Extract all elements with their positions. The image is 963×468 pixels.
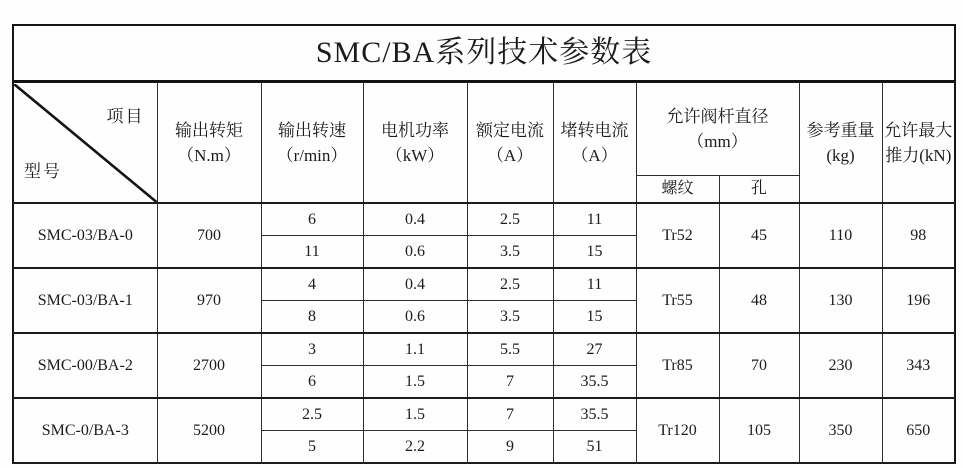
col-header-output-speed [261, 82, 363, 204]
cell-rated-current: 7 [467, 398, 553, 431]
cell-thread: Tr55 [636, 268, 719, 333]
header-label: 参考重量 [806, 120, 875, 140]
table-title: SMC/BA系列技术参数表 [13, 25, 955, 82]
col-header-output-torque [157, 82, 261, 204]
spec-table [12, 24, 956, 464]
cell-stall-current: 35.5 [553, 398, 636, 431]
cell-rated-current: 9 [467, 431, 553, 464]
header-label: 堵转电流 [560, 120, 629, 140]
cell-torque: 700 [157, 203, 261, 268]
header-label: 允许阀杆直径 [666, 107, 769, 126]
cell-power: 0.4 [363, 268, 467, 301]
cell-rated-current: 3.5 [467, 301, 553, 334]
table-row [13, 333, 955, 366]
header-unit: （kW） [385, 145, 445, 165]
cell-speed: 6 [261, 366, 363, 399]
cell-hole: 45 [719, 203, 799, 268]
cell-hole: 48 [719, 268, 799, 333]
subcol-header-hole: 孔 [719, 176, 799, 204]
header-unit: （N.m） [177, 145, 241, 165]
cell-power: 0.4 [363, 203, 467, 236]
cell-power: 0.6 [363, 301, 467, 334]
cell-stall-current: 35.5 [553, 366, 636, 399]
corner-label-item: 项目 [106, 106, 145, 126]
header-row [13, 82, 955, 176]
cell-thrust: 196 [882, 268, 955, 333]
cell-model: SMC-0/BA-3 [13, 398, 157, 463]
cell-rated-current: 2.5 [467, 203, 553, 236]
table-row [13, 203, 955, 236]
cell-hole: 70 [719, 333, 799, 398]
corner-label-model: 型号 [24, 161, 62, 181]
cell-torque: 970 [157, 268, 261, 333]
col-header-ref-weight [799, 82, 882, 204]
header-label: 允许最大 [884, 120, 953, 140]
cell-model: SMC-03/BA-1 [13, 268, 157, 333]
corner-cell [13, 82, 157, 204]
header-unit: （A） [571, 145, 618, 165]
cell-speed: 6 [261, 203, 363, 236]
cell-thrust: 98 [882, 203, 955, 268]
col-header-rated-current [467, 82, 553, 204]
cell-speed: 4 [261, 268, 363, 301]
cell-torque: 5200 [157, 398, 261, 463]
header-unit: 推力(kN) [885, 145, 952, 165]
cell-stall-current: 11 [553, 203, 636, 236]
col-header-max-thrust [882, 82, 955, 204]
cell-speed: 8 [261, 301, 363, 334]
header-unit: （r/min） [276, 145, 348, 165]
cell-power: 0.6 [363, 236, 467, 269]
table-row [13, 398, 955, 431]
cell-rated-current: 7 [467, 366, 553, 399]
cell-stall-current: 15 [553, 301, 636, 334]
header-unit: (kg) [826, 145, 855, 165]
cell-thread: Tr120 [636, 398, 719, 463]
header-unit: （A） [486, 145, 534, 165]
cell-thrust: 650 [882, 398, 955, 463]
cell-stall-current: 11 [553, 268, 636, 301]
cell-stall-current: 51 [553, 431, 636, 464]
cell-rated-current: 2.5 [467, 268, 553, 301]
cell-rated-current: 5.5 [467, 333, 553, 366]
col-header-motor-power [363, 82, 467, 204]
cell-weight: 350 [799, 398, 882, 463]
cell-speed: 11 [261, 236, 363, 269]
header-label: 额定电流 [476, 120, 544, 140]
col-header-stem-diameter [636, 82, 799, 176]
header-label: 输出转速 [278, 120, 346, 140]
cell-torque: 2700 [157, 333, 261, 398]
cell-weight: 130 [799, 268, 882, 333]
cell-weight: 110 [799, 203, 882, 268]
header-unit: （mm） [687, 132, 748, 151]
cell-thrust: 343 [882, 333, 955, 398]
cell-thread: Tr52 [636, 203, 719, 268]
subcol-header-thread: 螺纹 [636, 176, 719, 204]
cell-model: SMC-03/BA-0 [13, 203, 157, 268]
col-header-stall-current [553, 82, 636, 204]
cell-speed: 5 [261, 431, 363, 464]
title-row [13, 25, 955, 82]
cell-rated-current: 3.5 [467, 236, 553, 269]
cell-stall-current: 27 [553, 333, 636, 366]
table-row [13, 268, 955, 301]
cell-speed: 2.5 [261, 398, 363, 431]
cell-hole: 105 [719, 398, 799, 463]
cell-power: 1.5 [363, 366, 467, 399]
cell-power: 1.1 [363, 333, 467, 366]
corner-diagonal-line [14, 84, 157, 202]
cell-thread: Tr85 [636, 333, 719, 398]
cell-weight: 230 [799, 333, 882, 398]
header-label: 输出转矩 [175, 120, 243, 140]
cell-model: SMC-00/BA-2 [13, 333, 157, 398]
cell-power: 2.2 [363, 431, 467, 464]
header-label: 电机功率 [381, 120, 449, 140]
cell-speed: 3 [261, 333, 363, 366]
cell-power: 1.5 [363, 398, 467, 431]
cell-stall-current: 15 [553, 236, 636, 269]
